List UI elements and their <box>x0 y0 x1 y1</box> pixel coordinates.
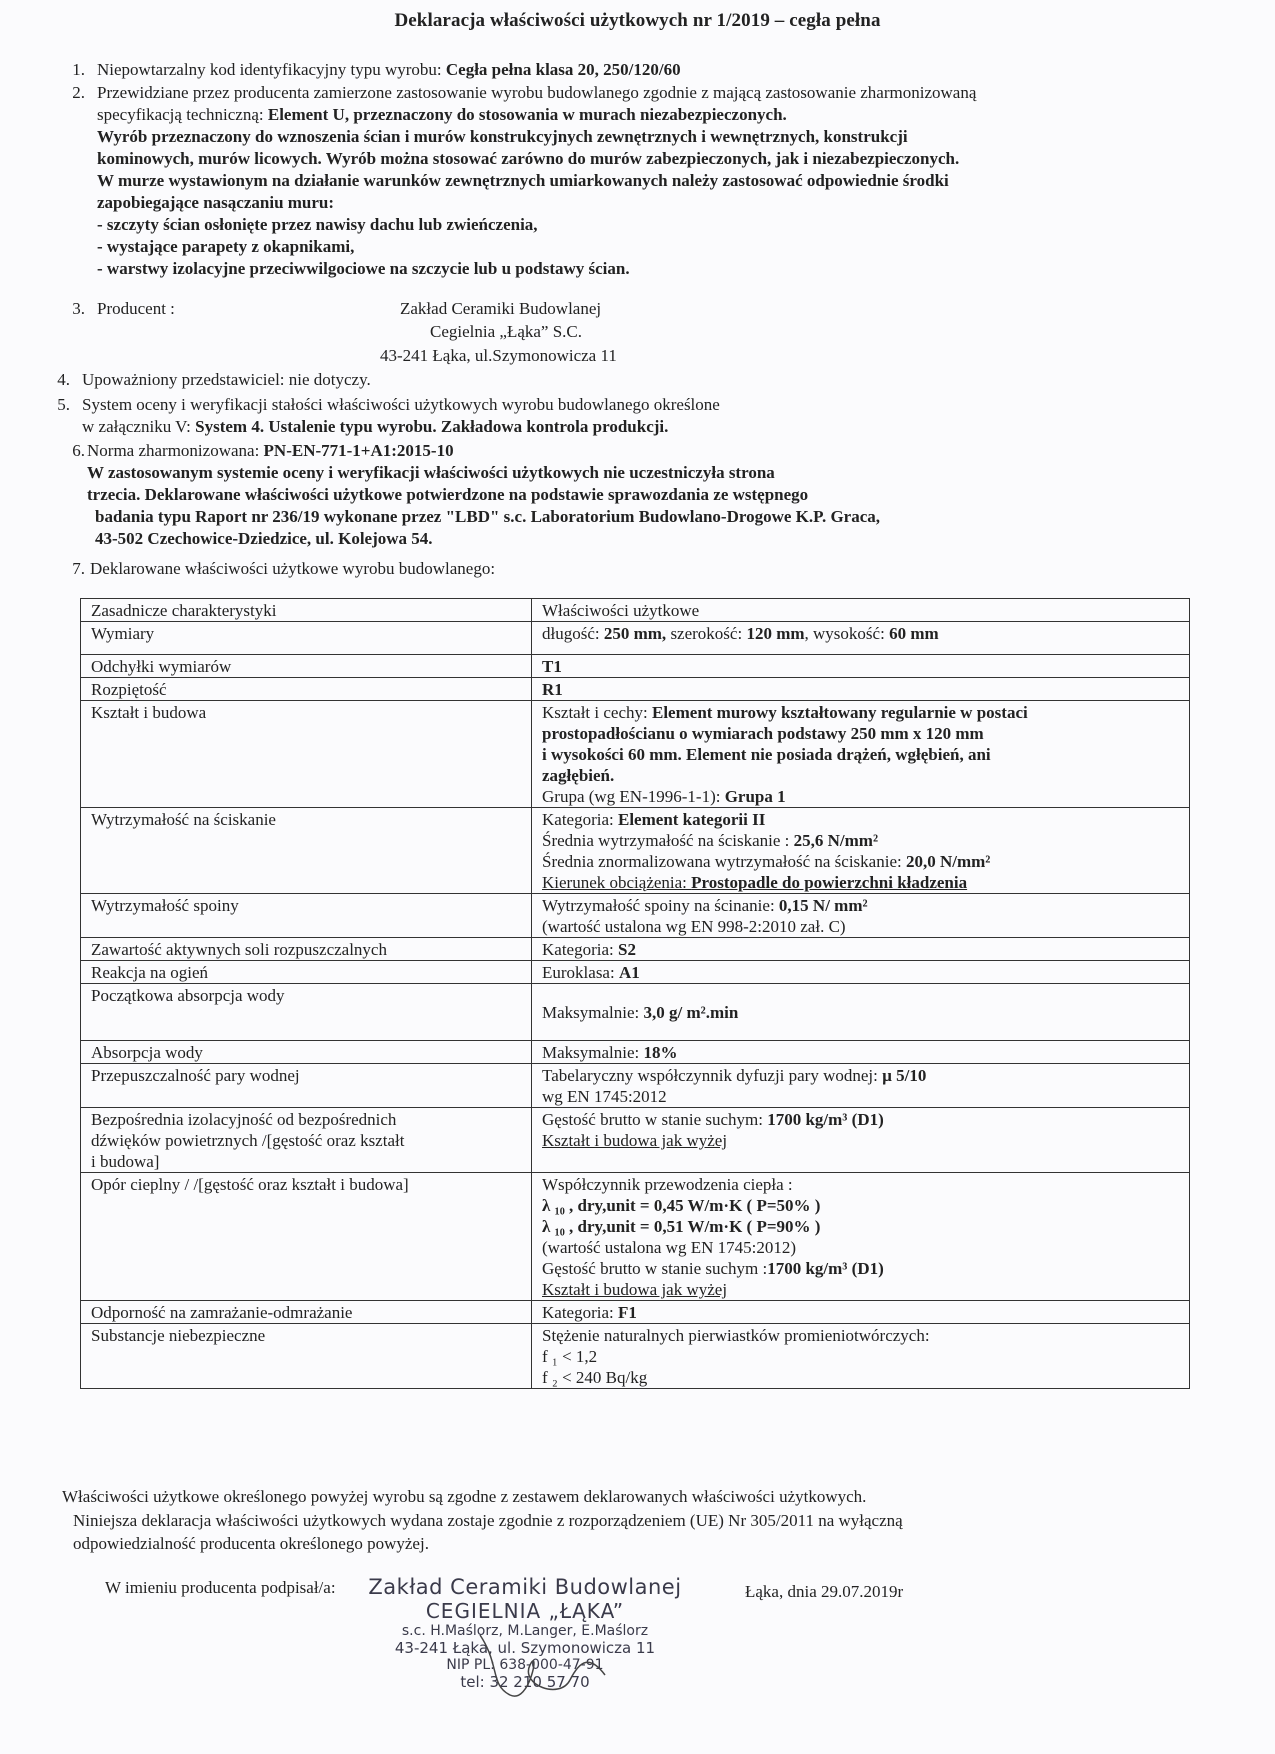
value-bold: 0,15 N/ mm² <box>778 896 868 915</box>
table-row <box>81 655 1190 678</box>
label-line: dźwięków powietrznych /[gęstość oraz kształt <box>91 1131 405 1150</box>
performance-value <box>532 1041 1190 1064</box>
value-text: Kierunek obciążenia: <box>542 873 692 892</box>
value-text: Współczynnik przewodzenia ciepła : <box>542 1175 793 1194</box>
value-text: (wartość ustalona wg EN 1745:2012) <box>542 1238 797 1257</box>
value-bold: 1700 kg/m³ (D1) <box>767 1110 884 1129</box>
value-text: Średnia znormalizowana wytrzymałość na ściskanie: <box>542 852 906 871</box>
producer-label: Producent : <box>97 299 175 318</box>
value-text: Kształt i budowa jak wyżej <box>542 1131 728 1150</box>
table-header-row <box>81 599 1190 622</box>
characteristic-label: Kształt i budowa <box>81 701 532 808</box>
value-text: Kształt i budowa jak wyżej <box>542 1280 728 1299</box>
conformity-statement: Niniejsza deklaracja właściwości użytkowych wydana zostaje zgodnie z rozporządzeniem (UE) Nr 305/2011 na wyłączną <box>73 1511 903 1530</box>
performance-value: T1 <box>542 657 562 676</box>
value-bold: S2 <box>618 940 636 959</box>
value-bold: Element murowy kształtowany regularnie w postaci <box>652 703 1028 722</box>
section-7 <box>55 558 1205 580</box>
value-bold: F1 <box>618 1303 637 1322</box>
section-4 <box>40 369 1190 391</box>
characteristic-label: Rozpiętość <box>81 678 532 701</box>
section-text: Norma zharmonizowana: <box>87 441 264 460</box>
intended-use-detail: zapobiegające nasączaniu muru: <box>97 193 335 212</box>
stamp-line: NIP PL: 638-000-47-91 <box>446 1657 604 1673</box>
table-header: Zasadnicze charakterystyki <box>81 599 532 622</box>
performance-value <box>532 1301 1190 1324</box>
intended-use: Element U, przeznaczony do stosowania w murach niezabezpieczonych. <box>267 105 787 124</box>
performance-value <box>532 1324 1190 1389</box>
section-number: 2. <box>72 83 85 102</box>
signed-by-label: W imieniu producenta podpisał/a: <box>105 1578 336 1597</box>
value-text: (wartość ustalona wg EN 998-2:2010 zał. C) <box>542 917 846 936</box>
performance-value <box>532 808 1190 894</box>
characteristic-label: Odchyłki wymiarów <box>81 655 532 678</box>
signature-scribble <box>470 1625 620 1705</box>
table-row <box>81 1324 1190 1389</box>
section-text: w załączniku V: <box>82 417 196 436</box>
table-row <box>81 678 1190 701</box>
value-text: Kategoria: <box>542 940 618 959</box>
value-text: , wysokość: <box>804 624 890 643</box>
table-row <box>81 1301 1190 1324</box>
value-bold: 250 mm, <box>603 624 667 643</box>
value-bold: i wysokości 60 mm. Element nie posiada drążeń, wgłębień, ani <box>542 745 991 764</box>
assessment-system: System 4. Ustalenie typu wyrobu. Zakładowa kontrola produkcji. <box>195 417 669 436</box>
value-bold: Grupa 1 <box>724 787 786 806</box>
section-5 <box>40 394 1190 440</box>
characteristic-label: Odporność na zamrażanie-odmrażanie <box>81 1301 532 1324</box>
intended-use-detail: - warstwy izolacyjne przeciwwilgociowe na szczycie lub u podstawy ścian. <box>97 259 630 278</box>
performance-value <box>532 701 1190 808</box>
section-text: W zastosowanym systemie oceny i weryfikacji właściwości użytkowych nie uczestniczyła strona <box>87 463 775 482</box>
value-bold: Element kategorii II <box>618 810 766 829</box>
value-bold: A1 <box>618 963 640 982</box>
performance-value <box>532 938 1190 961</box>
table-row <box>81 701 1190 808</box>
section-text: 43-502 Czechowice-Dziedzice, ul. Kolejowa 54. <box>95 529 433 548</box>
label-line: Bezpośrednia izolacyjność od bezpośrednich <box>91 1110 397 1129</box>
section-3 <box>55 298 1205 368</box>
intended-use-detail: kominowych, murów licowych. Wyrób można stosować zarówno do murów zabezpieczonych, jak i niezabezpieczonych. <box>97 149 960 168</box>
stamp-line: tel: 32 210 57 70 <box>460 1673 590 1691</box>
characteristic-label: Zawartość aktywnych soli rozpuszczalnych <box>81 938 532 961</box>
value-bold: λ ₁₀ , dry,unit = 0,45 W/m·K ( P=50% ) <box>542 1196 821 1215</box>
section-2 <box>55 82 1205 282</box>
value-text: Gęstość brutto w stanie suchym: <box>542 1110 768 1129</box>
stamp-line: 43-241 Łąka, ul. Szymonowicza 11 <box>394 1639 656 1657</box>
stamp-line: Zakład Ceramiki Budowlanej <box>368 1575 682 1599</box>
producer-company: Cegielnia „Łąka” S.C. <box>430 322 583 341</box>
characteristic-label: Początkowa absorpcja wody <box>81 984 532 1041</box>
section-text: specyfikacją techniczną: <box>97 105 268 124</box>
product-code: Cegła pełna klasa 20, 250/120/60 <box>445 60 681 79</box>
intended-use-detail: Wyrób przeznaczony do wznoszenia ścian i murów konstrukcyjnych zewnętrznych i wewnętrznych, konstrukcji <box>97 127 908 146</box>
value-text: Średnia wytrzymałość na ściskanie : <box>542 831 794 850</box>
value-bold: µ 5/10 <box>882 1066 927 1085</box>
value-bold: 1700 kg/m³ (D1) <box>767 1259 884 1278</box>
section-text: Przewidziane przez producenta zamierzone zastosowanie wyrobu budowlanego zgodnie z mającą zastosowanie zharmonizowaną <box>97 83 977 102</box>
value-bold: λ ₁₀ , dry,unit = 0,51 W/m·K ( P=90% ) <box>542 1217 821 1236</box>
table-row <box>81 1108 1190 1173</box>
section-text: Niepowtarzalny kod identyfikacyjny typu wyrobu: <box>97 60 446 79</box>
value-text: Wytrzymałość spoiny na ścinanie: <box>542 896 779 915</box>
section-text: Deklarowane właściwości użytkowe wyrobu budowlanego: <box>90 559 496 578</box>
performance-value <box>532 894 1190 938</box>
performance-value: R1 <box>542 680 563 699</box>
section-text: badania typu Raport nr 236/19 wykonane przez "LBD" s.c. Laboratorium Budowlano-Drogowe K.P. Graca, <box>95 507 881 526</box>
table-row <box>81 984 1190 1041</box>
value-bold: zagłębień. <box>542 766 615 785</box>
value-text: Kategoria: <box>542 1303 618 1322</box>
table-row <box>81 894 1190 938</box>
characteristic-label: Reakcja na ogień <box>81 961 532 984</box>
value-text: wg EN 1745:2012 <box>542 1087 667 1106</box>
section-text: trzecia. Deklarowane właściwości użytkowe potwierdzone na podstawie sprawozdania ze wstępnego <box>87 485 809 504</box>
intended-use-detail: - szczyty ścian osłonięte przez nawisy dachu lub zwieńczenia, <box>97 215 538 234</box>
performance-value <box>532 984 1190 1041</box>
producer-name: Zakład Ceramiki Budowlanej <box>400 299 602 318</box>
producer-address: 43-241 Łąka, ul.Szymonowicza 11 <box>380 346 617 365</box>
section-number: 4. <box>57 370 70 389</box>
harmonized-standard: PN-EN-771-1+A1:2015-10 <box>263 441 454 460</box>
value-bold: 18% <box>643 1043 678 1062</box>
intended-use-detail: W murze wystawionym na działanie warunków zewnętrznych umiarkowanych należy zastosować odpowiednie środki <box>97 171 949 190</box>
characteristic-label: Wytrzymałość spoiny <box>81 894 532 938</box>
characteristic-label: Wytrzymałość na ściskanie <box>81 808 532 894</box>
conformity-statement: Właściwości użytkowe określonego powyżej wyrobu są zgodne z zestawem deklarowanych właściwości użytkowych. <box>62 1487 867 1506</box>
stamp-line: CEGIELNIA „ŁĄKA” <box>425 1599 625 1623</box>
table-row <box>81 938 1190 961</box>
intended-use-detail: - wystające parapety z okapnikami, <box>97 237 355 256</box>
place-and-date: Łąka, dnia 29.07.2019r <box>745 1582 904 1601</box>
value-text: Gęstość brutto w stanie suchym : <box>542 1259 768 1278</box>
conformity-statement: odpowiedzialność producenta określonego powyżej. <box>73 1534 429 1553</box>
value-bold: 60 mm <box>889 624 939 643</box>
section-number: 7. <box>72 559 85 578</box>
section-6 <box>55 440 1205 556</box>
section-number: 3. <box>72 299 85 318</box>
performance-value <box>532 1064 1190 1108</box>
characteristic-label: Absorpcja wody <box>81 1041 532 1064</box>
value-text: Tabelaryczny współczynnik dyfuzji pary wodnej: <box>542 1066 883 1085</box>
section-1 <box>55 59 1205 81</box>
performance-value <box>532 961 1190 984</box>
section-number: 6. <box>72 441 85 460</box>
table-row <box>81 1041 1190 1064</box>
value-text: Maksymalnie: <box>542 1003 644 1022</box>
document-title: Deklaracja właściwości użytkowych nr 1/2019 – cegła pełna <box>394 10 881 31</box>
table-row <box>81 1064 1190 1108</box>
characteristic-label: Przepuszczalność pary wodnej <box>81 1064 532 1108</box>
value-bold: 3,0 g/ m².min <box>643 1003 739 1022</box>
value-text: f ₁ < 1,2 <box>542 1347 598 1366</box>
table-row <box>81 622 1190 655</box>
value-text: f ₂ < 240 Bq/kg <box>542 1368 648 1387</box>
value-bold: 120 mm <box>746 624 805 643</box>
label-line: i budowa] <box>91 1152 160 1171</box>
value-text: szerokość: <box>666 624 747 643</box>
table-row <box>81 1173 1190 1301</box>
performance-value <box>532 622 1190 655</box>
table-header: Właściwości użytkowe <box>532 599 1190 622</box>
characteristic-label: Substancje niebezpieczne <box>81 1324 532 1389</box>
table-row <box>81 808 1190 894</box>
section-text: Upoważniony przedstawiciel: nie dotyczy. <box>82 370 371 389</box>
characteristic-label: Opór cieplny / /[gęstość oraz kształt i budowa] <box>81 1173 532 1301</box>
value-bold: 25,6 N/mm² <box>793 831 879 850</box>
performance-value <box>532 1173 1190 1301</box>
value-bold: 20,0 N/mm² <box>905 852 991 871</box>
table-row <box>81 961 1190 984</box>
characteristic-label <box>81 1108 532 1173</box>
value-text: Euroklasa: <box>542 963 619 982</box>
value-text: Kształt i cechy: <box>542 703 652 722</box>
stamp-line: s.c. H.Maślorz, M.Langer, E.Maślorz <box>401 1623 649 1639</box>
characteristic-label: Wymiary <box>81 622 532 655</box>
section-text: System oceny i weryfikacji stałości właściwości użytkowych wyrobu budowlanego określone <box>82 395 720 414</box>
section-number: 5. <box>57 395 70 414</box>
value-text: długość: <box>542 624 604 643</box>
value-bold: prostopadłościanu o wymiarach podstawy 250 mm x 120 mm <box>542 724 984 743</box>
value-text: Stężenie naturalnych pierwiastków promieniotwórczych: <box>542 1326 930 1345</box>
performance-table <box>80 598 1190 1389</box>
performance-value <box>532 1108 1190 1173</box>
section-number: 1. <box>72 60 85 79</box>
value-bold: Prostopadle do powierzchni kładzenia <box>691 873 968 892</box>
value-text: Kategoria: <box>542 810 618 829</box>
value-text: Grupa (wg EN-1996-1-1): <box>542 787 725 806</box>
value-text: Maksymalnie: <box>542 1043 644 1062</box>
